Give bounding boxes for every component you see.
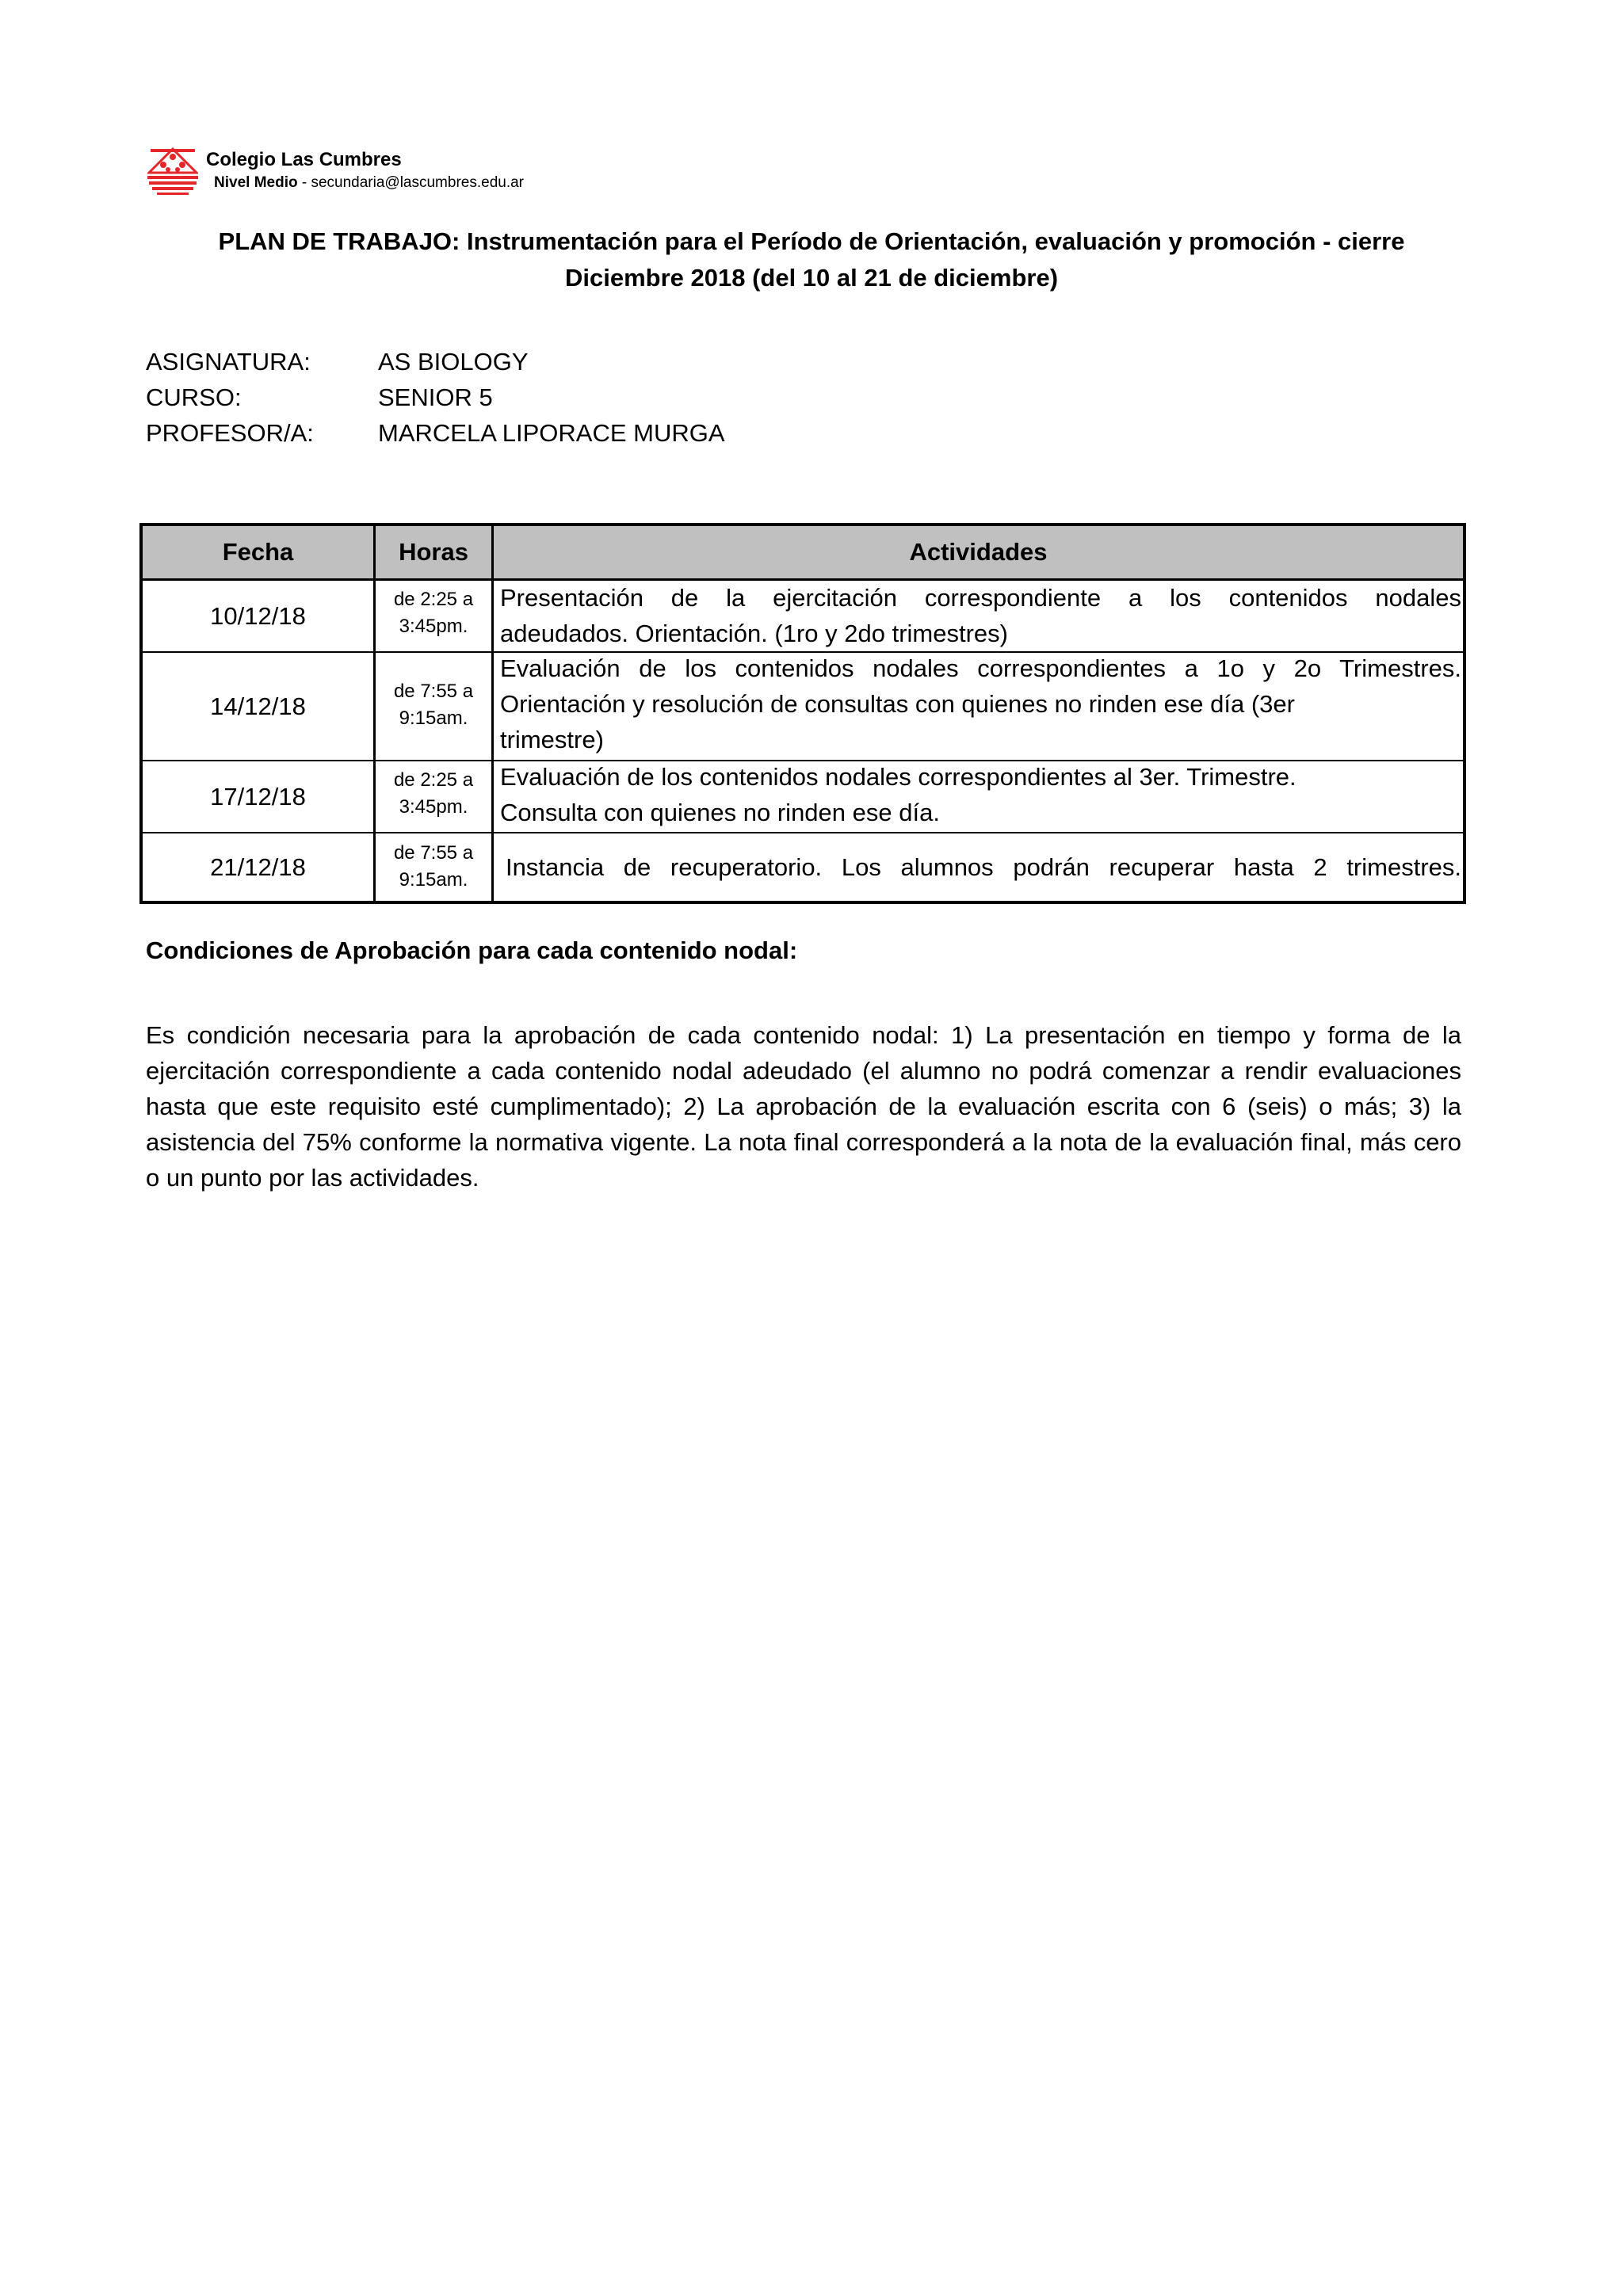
info-label: CURSO: bbox=[146, 383, 242, 411]
activity-line: Consulta con quienes no rinden ese día. bbox=[500, 799, 940, 826]
conditions-title: Condiciones de Aprobación para cada contenido nodal: bbox=[146, 936, 798, 964]
header-separator: - bbox=[301, 174, 307, 191]
school-subtitle bbox=[214, 174, 524, 192]
column-header-activities: Actividades bbox=[909, 538, 1048, 566]
school-name: Colegio Las Cumbres bbox=[206, 149, 402, 170]
activity-cell bbox=[506, 849, 1461, 885]
activity-cell bbox=[500, 580, 1461, 651]
info-label: PROFESOR/A: bbox=[146, 419, 314, 447]
activity-line: Instancia de recuperatorio. Los alumnos podrán recuperar hasta 2 trimestres. bbox=[506, 853, 1461, 881]
date-cell: 21/12/18 bbox=[210, 852, 306, 881]
info-row-subject bbox=[146, 344, 725, 379]
hours-cell bbox=[376, 767, 491, 821]
hours-line: 3:45pm. bbox=[399, 616, 468, 637]
school-level: Nivel Medio bbox=[214, 174, 298, 191]
hours-line: 3:45pm. bbox=[399, 796, 468, 818]
date-cell: 10/12/18 bbox=[210, 601, 306, 630]
info-value: AS BIOLOGY bbox=[378, 348, 529, 376]
activity-line: Presentación de la ejercitación correspondiente a los contenidos nodales bbox=[500, 584, 1461, 612]
school-logo-icon bbox=[147, 146, 198, 195]
activity-cell bbox=[500, 650, 1461, 757]
title-line-1: PLAN DE TRABAJO: Instrumentación para el Período de Orientación, evaluación y promoción - cierre bbox=[218, 227, 1405, 255]
info-value: SENIOR 5 bbox=[378, 383, 493, 411]
hours-line: de 2:25 a bbox=[393, 769, 474, 791]
activity-line: Orientación y resolución de consultas con quienes no rinden ese día (3er bbox=[500, 690, 1295, 718]
info-row-teacher bbox=[146, 415, 725, 451]
hours-line: de 7:55 a bbox=[393, 681, 474, 702]
date-cell: 14/12/18 bbox=[210, 692, 306, 720]
title-line-2: Diciembre 2018 (del 10 al 21 de diciembre) bbox=[564, 264, 1059, 292]
hours-line: de 7:55 a bbox=[393, 842, 474, 864]
course-info bbox=[146, 344, 725, 451]
activity-cell bbox=[500, 759, 1461, 830]
schedule-table bbox=[139, 523, 1466, 904]
activity-line: Evaluación de los contenidos nodales correspondientes al 3er. Trimestre. bbox=[500, 763, 1296, 791]
column-divider bbox=[491, 526, 494, 901]
activity-line: trimestre) bbox=[500, 726, 604, 753]
school-header bbox=[147, 146, 591, 195]
hours-cell bbox=[376, 840, 491, 894]
hours-cell bbox=[376, 586, 491, 640]
column-header-date: Fecha bbox=[222, 538, 294, 566]
school-email: secundaria@lascumbres.edu.ar bbox=[311, 174, 525, 191]
activity-line: Evaluación de los contenidos nodales correspondientes a 1o y 2o Trimestres. bbox=[500, 654, 1461, 682]
info-row-course bbox=[146, 379, 725, 415]
info-label: ASIGNATURA: bbox=[146, 348, 311, 376]
column-header-hours: Horas bbox=[399, 538, 468, 566]
activity-line: adeudados. Orientación. (1ro y 2do trimestres) bbox=[500, 620, 1008, 647]
document-title bbox=[147, 223, 1476, 296]
hours-line: 9:15am. bbox=[399, 869, 468, 891]
hours-line: de 2:25 a bbox=[393, 589, 474, 610]
hours-line: 9:15am. bbox=[399, 707, 468, 729]
info-value: MARCELA LIPORACE MURGA bbox=[378, 419, 725, 447]
conditions-text: Es condición necesaria para la aprobación de cada contenido nodal: 1) La presentación en tiempo y forma de la ejercitación correspondiente a cada contenido nodal adeudado (el alumno no podrá comenzar a rendir evaluaciones hasta que este requisito esté cumplimentado); 2) La aprobación de la evaluación escrita con 6 (seis) o más; 3) la asistencia del 75% conforme la normativa vigente. La nota final corresponderá a la nota de la evaluación final, más cero o un punto por las actividades. bbox=[146, 1021, 1461, 1192]
date-cell: 17/12/18 bbox=[210, 782, 306, 810]
hours-cell bbox=[376, 678, 491, 732]
